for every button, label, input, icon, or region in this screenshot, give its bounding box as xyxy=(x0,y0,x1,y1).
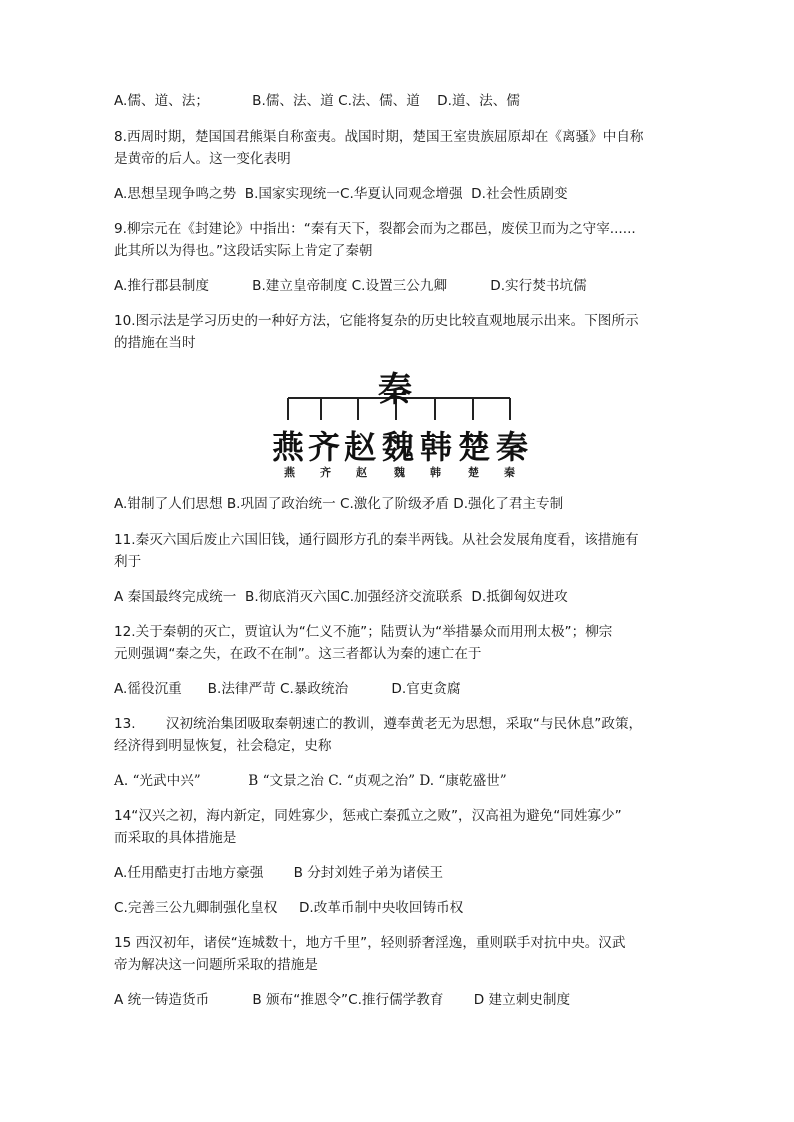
seal-glyph-han: 韩 xyxy=(420,428,453,466)
q13-options: A. “光武中兴” B “文景之治 C. “贞观之治” D. “康乾盛世” xyxy=(114,773,507,789)
label-wei: 魏 xyxy=(394,466,405,479)
seal-glyph-qi: 齐 xyxy=(308,428,341,466)
q15-options: A 统一铸造货币 B 颁布“推恩令”C.推行儒学教育 D 建立刺史制度 xyxy=(114,992,571,1008)
q10-stem-line1: 10.图示法是学习历史的一种好方法，它能将复杂的历史比较直观地展示出来。下图所示 xyxy=(114,313,639,329)
q11-stem-line2: 利于 xyxy=(114,554,142,570)
q12-options: A.徭役沉重 B.法律严苛 C.暴政统治 D.官吏贪腐 xyxy=(114,681,461,697)
unification-diagram xyxy=(270,362,530,482)
q15-stem-line2: 帝为解决这一问题所采取的措施是 xyxy=(114,957,318,973)
q10-options: A.钳制了人们思想 B.巩固了政治统一 C.激化了阶级矛盾 D.强化了君主专制 xyxy=(114,496,564,512)
label-yan: 燕 xyxy=(284,466,295,479)
q9-stem-line1: 9.柳宗元在《封建论》中指出：“秦有天下，裂都会而为之郡邑，废侯卫而为之守宰...... xyxy=(114,221,636,237)
label-qin: 秦 xyxy=(504,466,515,479)
seal-glyph-qin: 秦 xyxy=(496,428,529,466)
q10-stem-line2: 的措施在当时 xyxy=(114,335,196,351)
q14-stem-line2: 而采取的具体措施是 xyxy=(114,830,237,846)
q14-stem-line1: 14“汉兴之初，海内新定，同姓寡少，惩戒亡秦孤立之败”，汉高祖为避免“同姓寡少” xyxy=(114,808,622,824)
seal-glyph-yan: 燕 xyxy=(272,428,305,466)
label-han: 韩 xyxy=(430,466,441,479)
q9-stem-line2: 此其所以为得也。”这段话实际上肯定了秦朝 xyxy=(114,243,373,259)
seal-glyph-qin-top: 秦 xyxy=(378,370,412,410)
seal-glyph-chu: 楚 xyxy=(458,428,491,466)
q11-stem-line1: 11.秦灭六国后废止六国旧钱，通行圆形方孔的秦半两钱。从社会发展角度看，该措施有 xyxy=(114,532,639,548)
seal-glyph-zhao: 赵 xyxy=(344,428,377,466)
q14-options-line2: C.完善三公九卿制强化皇权 D.改革币制中央收回铸币权 xyxy=(114,900,464,916)
q11-options: A 秦国最终完成统一 B.彻底消灭六国C.加强经济交流联系 D.抵御匈奴进攻 xyxy=(114,589,568,605)
q7-options: A.儒、道、法； B.儒、法、道 C.法、儒、道 D.道、法、儒 xyxy=(114,93,520,109)
q8-stem-line1: 8.西周时期，楚国国君熊渠自称蛮夷。战国时期，楚国王室贵族屈原却在《离骚》中自称 xyxy=(114,129,644,145)
q14-options-line1: A.任用酷吏打击地方豪强 B 分封刘姓子弟为诸侯王 xyxy=(114,865,444,881)
label-zhao: 赵 xyxy=(356,466,367,479)
label-qi: 齐 xyxy=(320,466,331,479)
seal-glyph-wei: 魏 xyxy=(382,428,415,466)
q15-stem-line1: 15 西汉初年，诸侯“连城数十，地方千里”，轻则骄奢淫逸，重则联手对抗中央。汉武 xyxy=(114,935,626,951)
q8-stem-line2: 是黄帝的后人。这一变化表明 xyxy=(114,151,291,167)
q9-options: A.推行郡县制度 B.建立皇帝制度 C.设置三公九卿 D.实行焚书坑儒 xyxy=(114,278,587,294)
q13-stem-line1: 13. 汉初统治集团吸取秦朝速亡的教训，遵奉黄老无为思想，采取“与民休息”政策， xyxy=(114,716,643,732)
q12-stem-line2: 元则强调“秦之失，在政不在制”。这三者都认为秦的速亡在于 xyxy=(114,646,482,662)
q13-stem-line2: 经济得到明显恢复，社会稳定，史称 xyxy=(114,738,332,754)
label-chu: 楚 xyxy=(468,466,479,479)
q8-options: A.思想呈现争鸣之势 B.国家实现统一C.华夏认同观念增强 D.社会性质剧变 xyxy=(114,186,568,202)
q12-stem-line1: 12.关于秦朝的灭亡，贾谊认为“仁义不施”；陆贾认为“举措暴众而用刑太极”；柳宗 xyxy=(114,624,613,640)
